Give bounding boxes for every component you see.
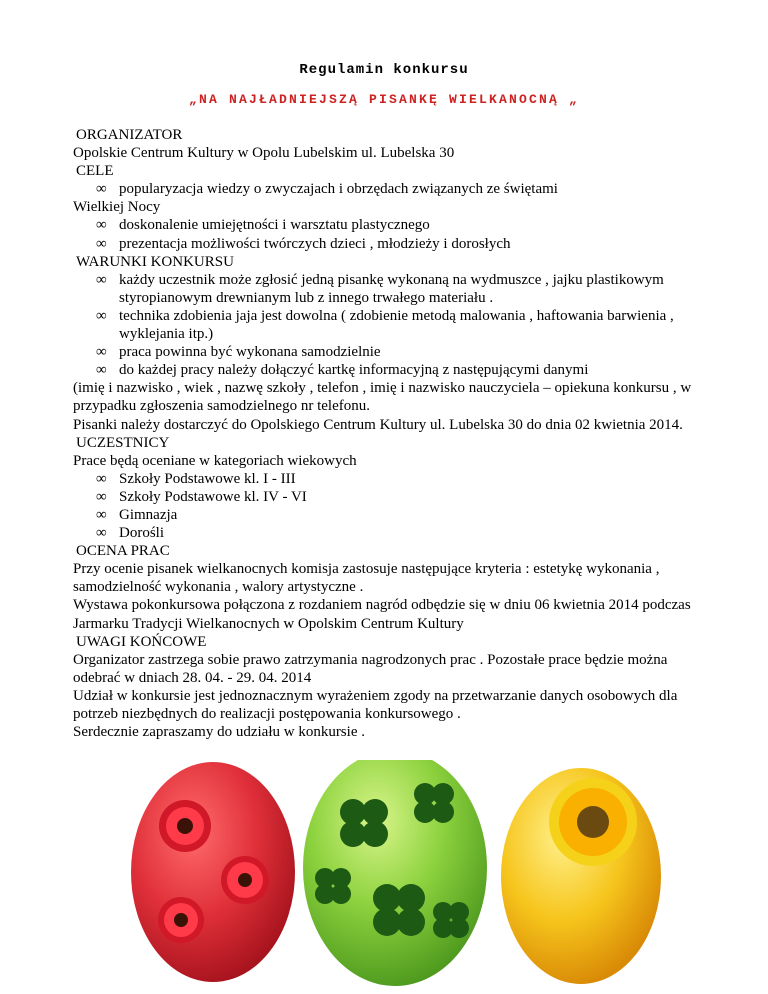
red-flower-icon [159,800,211,852]
bullet-icon: ∞ [96,470,107,487]
conditions-deadline: Pisanki należy dostarczyć do Opolskiego Centrum Kultury ul. Lubelska 30 do dnia 02 kwietnia 2014. [73,416,683,433]
section-heading-organizer: ORGANIZATOR [76,127,183,143]
red-egg [131,762,295,982]
evaluation-text: Przy ocenie pisanek wielkanocnych komisja zastosuje następujące kryteria : estetykę wykonania , samodzielność wykonania , walory artystyczne . [73,561,660,596]
section-heading-goals: CELE [76,163,114,180]
participants-intro: Prace będą oceniane w kategoriach wiekowych [73,452,357,469]
section-heading-evaluation: OCENA PRAC [76,543,170,560]
easter-eggs-illustration [125,760,665,994]
bullet-icon: ∞ [96,307,107,324]
red-flower-icon [221,856,269,904]
participants-list [73,470,703,542]
conditions-list [73,271,703,380]
organizer-text: Opolskie Centrum Kultury w Opolu Lubelskim ul. Lubelska 30 [73,145,455,162]
list-item: ∞ Szkoły Podstawowe kl. I - III [96,470,296,487]
evaluation-award: Wystawa pokonkursowa połączona z rozdaniem nagród odbędzie się w dniu 06 kwietnia 2014 podczas Jarmarku Tradycji Wielkanocnych w Opolskim Centrum Kultury [73,597,691,632]
list-item: ∞ Dorośli [96,525,164,542]
final-notes-privacy: Udział w konkursie jest jednoznacznym wyrażeniem zgody na przetwarzanie danych osobowych dla potrzeb niezbędnych do realizacji postępowania konkursowego . [73,687,678,722]
sunflower-icon [549,778,637,866]
goals-item-continuation: Wielkiej Nocy [73,199,161,216]
bullet-icon: ∞ [96,362,107,379]
bullet-icon: ∞ [96,271,107,288]
bullet-icon: ∞ [96,217,107,234]
bullet-icon: ∞ [96,181,107,198]
list-item: ∞ każdy uczestnik może zgłosić jedną pisankę wykonaną na wydmuszce , jajku plastikowym styropianowym drewnianym lub z innego trwałego materiału . [96,271,664,306]
list-item: ∞ Szkoły Podstawowe kl. IV - VI [96,488,307,505]
bullet-icon: ∞ [96,506,107,523]
list-item: ∞ Gimnazja [96,506,178,523]
goals-list [73,180,703,198]
bullet-icon: ∞ [96,235,107,252]
bullet-icon: ∞ [96,525,107,542]
section-heading-final-notes: UWAGI KOŃCOWE [76,633,207,650]
document-subtitle: „NA NAJŁADNIEJSZĄ PISANKĘ WIELKANOCNĄ „ [188,92,580,107]
list-item: ∞ prezentacja możliwości twórczych dzieci , młodzieży i dorosłych [96,235,511,252]
section-heading-participants: UCZESTNICY [76,434,170,451]
conditions-info-text: (imię i nazwisko , wiek , nazwę szkoły , telefon , imię i nazwisko nauczyciela – opiekuna konkursu , w przypadku zgłoszenia samodzielnego nr telefonu. [73,380,692,415]
red-flower-icon [158,897,204,943]
list-item: ∞ praca powinna być wykonana samodzielnie [96,344,381,361]
goals-list-continued [73,216,703,252]
regulations-body [73,126,703,741]
bullet-icon: ∞ [96,488,107,505]
list-item: ∞ doskonalenie umiejętności i warsztatu plastycznego [96,217,430,234]
list-item: ∞ popularyzacja wiedzy o zwyczajach i obrzędach związanych ze świętami [96,181,558,198]
bullet-icon: ∞ [96,344,107,361]
list-item: ∞ do każdej pracy należy dołączyć kartkę informacyjną z następującymi danymi [96,362,589,379]
section-heading-conditions: WARUNKI KONKURSU [76,253,234,270]
list-item: ∞ technika zdobienia jaja jest dowolna ( zdobienie metodą malowania , haftowania barwienia , wyklejania itp.) [96,307,674,343]
document-title: Regulamin konkursu [299,62,469,78]
final-notes-closing: Serdecznie zapraszamy do udziału w konkursie . [73,724,365,741]
final-notes-text: Organizator zastrzega sobie prawo zatrzymania nagrodzonych prac . Pozostałe prace będzie można odebrać w dniach 28. 04. - 29. 04. 2014 [73,651,668,686]
